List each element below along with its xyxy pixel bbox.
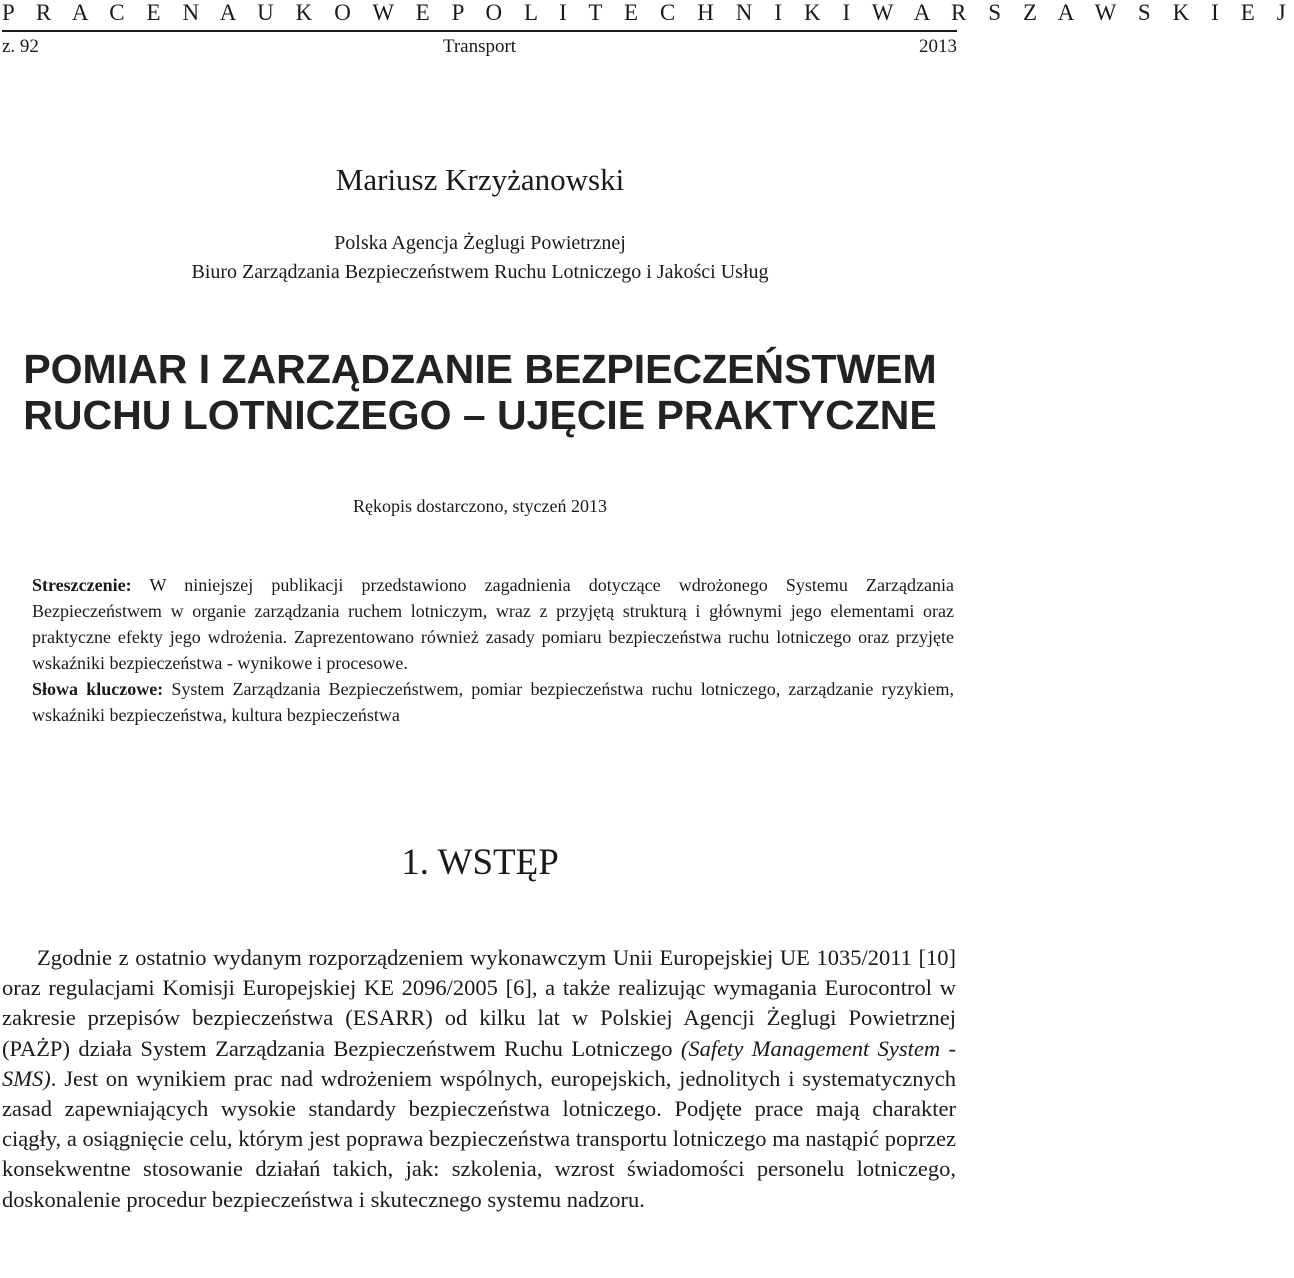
manuscript-received-note: Rękopis dostarczono, styczeń 2013 — [353, 496, 607, 516]
author-name: Mariusz Krzyżanowski — [335, 162, 625, 197]
introduction-body — [2, 943, 956, 1215]
body-text-italic-sms: (Safety Management System - SMS) — [2, 1035, 956, 1091]
introduction-paragraph — [2, 943, 956, 1215]
keywords-label: Słowa kluczowe: — [32, 679, 164, 699]
body-text-part-1: Zgodnie z ostatnio wydanym rozporządzeniem wykonawczym Unii Europejskiej UE 1035/2011 [10] oraz regulacjami Komisji Europejskiej KE 2096/2005 [6], a także realizując wymagania Eurocontrol w zakresie przepisów bezpieczeństwa (ESARR) od kilku lat w Polskiej Agencji Żeglugi Powietrznej (PAŻP) działa System Zarządzania Bezpieczeństwem Ruchu Lotniczego — [2, 945, 956, 1061]
keywords-text: System Zarządzania Bezpieczeństwem, pomiar bezpieczeństwa ruchu lotniczego, zarządzanie ryzykiem, wskaźniki bezpieczeństwa, kultura bezpieczeństwa — [32, 679, 954, 725]
header-rule — [2, 30, 957, 32]
section-heading: 1. WSTĘP — [401, 842, 559, 883]
author-affiliation-organization: Polska Agencja Żeglugi Powietrznej — [334, 232, 626, 254]
abstract-block — [32, 572, 954, 728]
issue-line — [2, 35, 957, 59]
paper-title-line-1: POMIAR I ZARZĄDZANIE BEZPIECZEŃSTWEM — [23, 346, 937, 392]
journal-title: P R A C E N A U K O W E P O L I T E C H N I K I W A R S Z A W S K I E J — [2, 0, 1294, 25]
abstract-label: Streszczenie: — [32, 575, 132, 595]
abstract-paragraph — [32, 572, 954, 676]
issue-series: Transport — [442, 36, 517, 57]
issue-year: 2013 — [919, 36, 957, 57]
paper-title-line-2: RUCHU LOTNICZEGO – UJĘCIE PRAKTYCZNE — [23, 392, 937, 438]
keywords-paragraph — [32, 676, 954, 728]
author-affiliation-department: Biuro Zarządzania Bezpieczeństwem Ruchu Lotniczego i Jakości Usług — [191, 261, 769, 283]
abstract-text: W niniejszej publikacji przedstawiono zagadnienia dotyczące wdrożonego Systemu Zarządzania Bezpieczeństwem w organie zarządzania ruchem lotniczym, wraz z przyjętą strukturą i głównymi jego elementami oraz praktyczne efekty jego wdrożenia. Zaprezentowano również zasady pomiaru bezpieczeństwa ruchu lotniczego oraz przyjęte wskaźniki bezpieczeństwa - wynikowe i procesowe. — [32, 575, 954, 673]
body-text-part-2: . Jest on wynikiem prac nad wdrożeniem wspólnych, europejskich, jednolitych i systematycznych zasad zapewniających wysokie standardy bezpieczeństwa lotniczego. Podjęte prace mają charakter ciągły, a osiągnięcie celu, którym jest poprawa bezpieczeństwa transportu lotniczego ma nastąpić poprzez konsekwentne stosowanie działań takich, jak: szkolenia, wzrost świadomości personelu lotniczego, doskonalenie procedur bezpieczeństwa i skutecznego systemu nadzoru. — [2, 1065, 956, 1212]
issue-number: z. 92 — [2, 36, 39, 57]
